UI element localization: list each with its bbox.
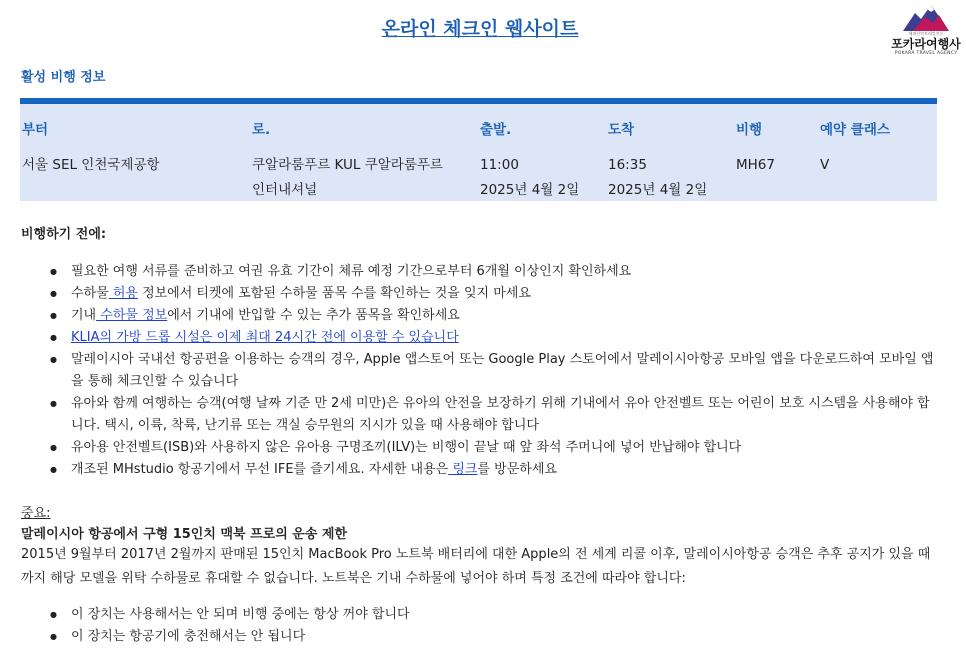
bullet-text: 이 장치는 항공기에 충전해서는 안 됩니다: [71, 629, 306, 644]
bullet-text: 이 장치는 사용해서는 안 되며 비행 중에는 항상 꺼야 합니다: [71, 607, 410, 622]
agency-logo: [888, 3, 964, 57]
cell-to-line2: 인터내셔널: [252, 182, 318, 198]
important-list: [50, 604, 940, 648]
section-title-active-flight: 활성 비행 정보: [21, 70, 106, 85]
klia-bag-drop-link[interactable]: KLIA의 가방 드롭 시설은 이제 최대 24시간 전에 이용할 수 있습니다: [71, 330, 459, 345]
arrival-date: 2025년 4월 2일: [608, 182, 708, 198]
cell-to: [252, 153, 472, 203]
departure-date: 2025년 4월 2일: [480, 182, 580, 198]
cell-from: 서울 SEL 인천국제공항: [22, 157, 160, 173]
header-to: 로.: [252, 122, 271, 138]
cell-booking-class: V: [820, 157, 830, 173]
list-item: [50, 305, 940, 327]
list-item: [50, 604, 940, 626]
header-booking-class: 예약 클래스: [820, 122, 890, 138]
header-departure: 출발.: [480, 122, 512, 138]
baggage-allowance-link[interactable]: 허용: [108, 286, 138, 301]
bullet-text: 필요한 여행 서류를 준비하고 여권 유효 기간이 체류 예정 기간으로부터 6개월 이상인지 확인하세요: [71, 264, 632, 279]
bullet-text: 유아와 함께 여행하는 승객(여행 날짜 기준 만 2세 미만)은 유아의 안전을 보장하기 위해 기내에서 유아 안전벨트 또는 어린이 보호 시스템을 사용해야 합니다. 택시, 이륙, 착륙, 난기류 또는 객실 승무원의 지시가 있을 때 사용해야 합니다: [71, 396, 930, 433]
list-item: [50, 349, 940, 393]
site-header: [0, 14, 960, 41]
header-from: 부터: [22, 122, 49, 138]
logo-subtitle: POKARA TRAVEL AGENCY: [894, 51, 958, 56]
bullet-text: 정보에서 티켓에 포함된 수하물 품목 수를 확인하는 것을 잊지 마세요: [137, 286, 531, 301]
bullet-text: 를 방문하세요: [477, 462, 557, 477]
bullet-text: 수하물: [71, 286, 109, 301]
list-item: [50, 626, 940, 648]
bullet-text: 기내: [71, 308, 97, 323]
departure-time: 11:00: [480, 157, 519, 173]
logo-tagline: 해외산악트레킹전문: [908, 31, 944, 36]
bullet-text: 유아용 안전벨트(ISB)와 사용하지 않은 유아용 구명조끼(ILV)는 비행이 끝날 때 앞 좌석 주머니에 넣어 반납해야 합니다: [71, 440, 742, 455]
site-title-link[interactable]: 온라인 체크인 웹사이트: [381, 18, 579, 40]
logo-name: 포카라여행사: [891, 37, 961, 51]
list-item: [50, 393, 940, 437]
bullet-text: 개조된 MHstudio 항공기에서 무선 IFE를 즐기세요. 자세한 내용은: [71, 462, 449, 477]
arrival-time: 16:35: [608, 157, 647, 173]
important-label: 중요:: [21, 506, 51, 521]
list-item: [50, 261, 940, 283]
cabin-baggage-link[interactable]: 수하물 정보: [96, 308, 168, 323]
list-item: [50, 327, 940, 349]
mountain-logo-icon: [903, 3, 949, 31]
flight-info-table: [20, 98, 937, 201]
important-title: 말레이시아 항공에서 구형 15인치 맥북 프로의 운송 제한: [21, 527, 348, 542]
cell-arrival: [608, 153, 707, 203]
cell-flight-number: MH67: [736, 157, 775, 173]
bullet-text: 에서 기내에 반입할 수 있는 추가 품목을 확인하세요: [167, 308, 460, 323]
header-arrival: 도착: [608, 122, 635, 138]
cell-departure: [480, 153, 579, 203]
list-item: [50, 459, 940, 481]
bullet-text: 말레이시아 국내선 항공편을 이용하는 승객의 경우, Apple 앱스토어 또는 Google Play 스토어에서 말레이시아항공 모바일 앱을 다운로드하여 모바일 앱을 통해 체크인할 수 있습니다: [71, 352, 934, 389]
list-item: [50, 437, 940, 459]
cell-to-line1: 쿠알라룸푸르 KUL 쿠알라룸푸르: [252, 157, 443, 173]
before-flight-list: [50, 261, 940, 481]
ife-info-link[interactable]: 링크: [448, 462, 478, 477]
header-flight: 비행: [736, 122, 763, 138]
list-item: [50, 283, 940, 305]
before-flight-title: 비행하기 전에:: [21, 227, 107, 242]
important-body: 2015년 9월부터 2017년 2월까지 판매된 15인치 MacBook Pro 노트북 배터리에 대한 Apple의 전 세계 리콜 이후, 말레이시아항공 승객은 추후 공지가 있을 때까지 해당 모델을 위탁 수하물로 휴대할 수 없습니다. 노트북은 기내 수하물에 넣어야 하며 특정 조건에 따라야 합니다:: [21, 547, 931, 586]
